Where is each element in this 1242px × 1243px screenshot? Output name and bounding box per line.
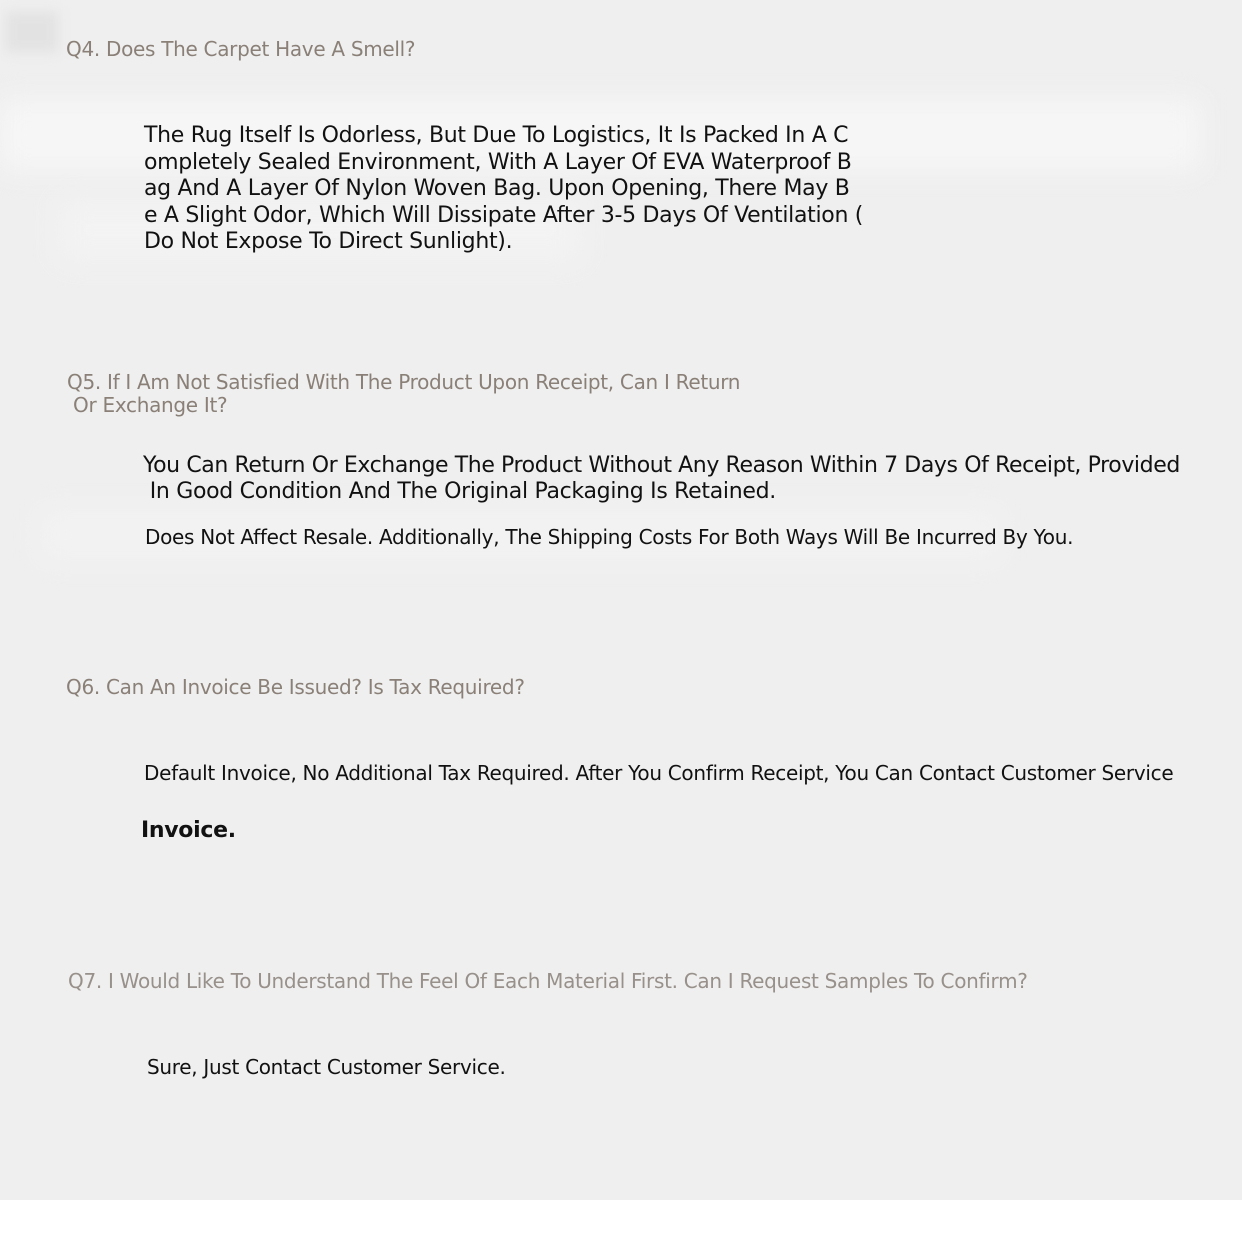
faq-answer-q7: Sure, Just Contact Customer Service. (147, 1055, 506, 1079)
faq-answer-line: ompletely Sealed Environment, With A Layer Of EVA Waterproof B (144, 150, 852, 175)
faq-answer-line: In Good Condition And The Original Packaging Is Retained. (143, 479, 776, 504)
faq-answer-line: The Rug Itself Is Odorless, But Due To Logistics, It Is Packed In A C (144, 123, 849, 148)
faq-question-line: Or Exchange It? (67, 393, 228, 417)
faq-answer-line: e A Slight Odor, Which Will Dissipate After 3-5 Days Of Ventilation ( (144, 203, 864, 228)
faq-question-q4: Q4. Does The Carpet Have A Smell? (66, 37, 416, 61)
corner-mark (6, 12, 58, 52)
faq-answer-line: Invoice. (141, 818, 236, 843)
faq-question-q6: Q6. Can An Invoice Be Issued? Is Tax Required? (66, 675, 525, 699)
faq-answer-line: Default Invoice, No Additional Tax Required. After You Confirm Receipt, You Can Contact Customer Service (144, 761, 1174, 785)
faq-answer-line: You Can Return Or Exchange The Product Without Any Reason Within 7 Days Of Receipt, Provided (143, 453, 1180, 478)
faq-answer-line: Do Not Expose To Direct Sunlight). (144, 229, 513, 254)
faq-question-line: Q5. If I Am Not Satisfied With The Product Upon Receipt, Can I Return (67, 370, 741, 394)
faq-question-q7: Q7. I Would Like To Understand The Feel Of Each Material First. Can I Request Samples To Confirm? (68, 969, 1028, 993)
faq-answer-line: ag And A Layer Of Nylon Woven Bag. Upon Opening, There May B (144, 176, 850, 201)
faq-answer-line: Does Not Affect Resale. Additionally, The Shipping Costs For Both Ways Will Be Incurred By You. (145, 525, 1074, 549)
